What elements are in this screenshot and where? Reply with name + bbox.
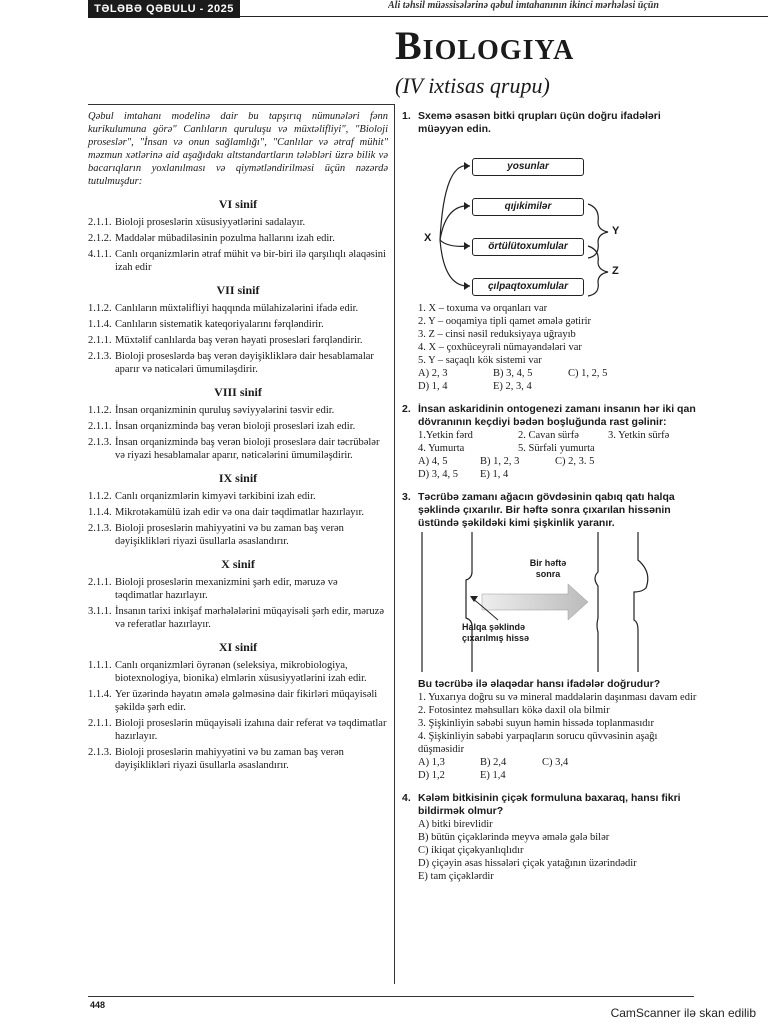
learning-outcome [88,334,388,347]
outcome-text: Canlıların müxtəlifliyi haqqında mülahizələrini ifadə edir. [115,303,359,314]
learning-outcome [88,688,388,714]
question-2 [402,403,702,481]
learning-outcome [88,232,388,245]
outcome-text: İnsan orqanizmində baş verən bioloji prosesləri izah edir. [115,421,356,432]
outcome-code: 1.1.2. [88,491,112,502]
outcome-text: Canlıların sistematik kateqoriyalarını fərqləndirir. [115,319,324,330]
outcome-code: 2.1.3. [88,351,112,362]
plant-groups-scheme [402,138,702,298]
option-item: 1.Yetkin fərd [418,430,473,441]
outcome-text: Bioloji proseslərin müqayisəli izahına dair referat və təqdimatlar hazırlayır. [115,718,387,742]
learning-outcome [88,490,388,503]
answer-option[interactable]: B) 1, 2, 3 [480,456,520,467]
outcome-text: Bioloji proseslərin xüsusiyyətlərini sadalayır. [115,217,306,228]
outcome-text: Bioloji proseslərin mexanizmini şərh edir, məruzə və təqdimatlar hazırlayır. [115,577,338,601]
option-row [418,442,702,455]
question-4-options [402,818,702,883]
box-algae: yosunlar [472,158,584,176]
intro-paragraph: Qəbul imtahanı modelinə dair bu tapşırıq nümunələri fənn kurikulumuna görə" Canlıların quruluşu və müxtəlifliyi", "Bioloji proseslər", "İnsan və onun sağlamlığı", "Canlılar və ətraf mühit" məzmun xətlərinə aid aşağıdakı altstandartların tələbləri üzrə bilik və bacarıqların yoxlanılması və qiymətləndirilməsi üçün nəzərdə tutulmuşdur: [88,111,388,187]
answer-option[interactable]: C) ikiqat çiçəkyanlıqlıdır [418,845,524,856]
answer-option[interactable]: D) 3, 4, 5 [418,469,458,480]
questions-column [402,110,702,893]
answer-option[interactable]: A) 2, 3 [418,368,448,379]
answer-row [418,380,702,393]
answer-option[interactable]: A) 1,3 [418,757,445,768]
learning-outcome [88,302,388,315]
grade-title: VII sinif [216,283,260,297]
answer-row [418,468,702,481]
learning-outcome [88,506,388,519]
answer-option[interactable]: D) 1, 4 [418,381,448,392]
outcome-code: 1.1.4. [88,319,112,330]
learning-outcome [88,248,388,274]
outcome-text: Yer üzərində həyatın əmələ gəlməsinə dair fikirləri müqayisəli şəkildə şərh edir. [115,689,378,713]
column-divider [394,104,395,984]
question-number: 2. [402,403,411,415]
learning-outcome [88,522,388,548]
answer-option[interactable]: D) 1,2 [418,770,445,781]
grade-title: IX sinif [218,471,258,485]
ring-label: Halqa şəklində çıxarılmış hissə [462,622,530,643]
statement-item: 2. Y – ooqamiya tipli qamet əmələ gətirir [418,316,592,327]
learning-outcome [88,420,388,433]
learning-outcome [88,576,388,602]
question-4-title [402,792,702,818]
outcome-code: 1.1.1. [88,660,112,671]
box-ferns: qıjıkimilər [472,198,584,216]
grade-title: X sinif [221,557,255,571]
page-subtitle: (IV ixtisas qrupu) [395,73,550,98]
answer-option[interactable]: C) 1, 2, 5 [568,368,608,379]
outcome-text: İnsan orqanizmində baş verən bioloji proseslərə dair təcrübələr və riyazi hesablamalar aparır, nəticələrini ümumiləşdirir. [115,437,380,461]
answer-row [418,756,702,769]
outcome-text: Bioloji proseslərin mahiyyətini və bu zaman baş verən dəyişiklikləri riyazi üsullarla əsaslandırır. [115,523,344,547]
outcome-text: Canlı orqanizmlərin kimyəvi tərkibini izah edir. [115,491,316,502]
outcome-text: Canlı orqanizmlərin ətraf mühit və bir-biri ilə qarşılıqlı əlaqəsini izah edir [115,249,386,273]
learning-outcome [88,350,388,376]
outcome-code: 2.1.3. [88,523,112,534]
header-rule [240,16,768,17]
box-gymnosperms: çılpaqtoxumlular [472,278,584,296]
question-2-title [402,403,702,429]
header-running-text: Ali təhsil müəssisələrinə qəbul imtahanının ikinci mərhələsi üçün [388,0,659,11]
outcome-code: 2.1.1. [88,421,112,432]
label-y: Y [612,225,620,237]
statement-item: 4. Şişkinliyin səbəbi yarpaqların sorucu qüvvəsinin aşağı düşməsidir [418,731,658,755]
outcome-text: Müxtəlif canlılarda baş verən həyati prosesləri fərqləndirir. [115,335,363,346]
outcome-code: 1.1.2. [88,405,112,416]
statement-item: 3. Z – cinsi nəsil reduksiyaya uğrayıb [418,329,576,340]
learning-outcome [88,216,388,229]
section-band: TƏLƏBƏ QƏBULU - 2025 [88,0,240,18]
question-3-statements [402,691,702,756]
footer-rule [88,996,694,997]
box-angiosperms: örtülütoxumlular [472,238,584,256]
outcome-code: 3.1.1. [88,606,112,617]
answer-option[interactable]: C) 2, 3. 5 [555,456,595,467]
learning-outcome [88,318,388,331]
question-4 [402,792,702,883]
outcome-code: 1.1.4. [88,689,112,700]
answer-row [418,367,702,380]
answer-option[interactable]: B) 2,4 [480,757,507,768]
option-item: 2. Cavan sürfə [518,430,579,441]
answer-option[interactable]: A) 4, 5 [418,456,448,467]
left-column-rule [88,104,394,105]
learning-outcome [88,436,388,462]
question-number: 4. [402,792,411,804]
outcome-code: 2.1.1. [88,217,112,228]
learning-outcome [88,605,388,631]
scanner-watermark: CamScanner ilə skan edilib [610,1006,756,1020]
statement-item: 2. Fotosintez məhsulları kökə daxil ola bilmir [418,705,610,716]
arrow-label: Bir həftə sonra [529,558,567,579]
outcome-code: 1.1.2. [88,303,112,314]
outcome-code: 2.1.1. [88,577,112,588]
label-z: Z [612,265,619,277]
question-3-title [402,491,702,530]
question-3 [402,491,702,782]
answer-option[interactable]: A) bitki birevlidir [418,819,493,830]
question-text: Sxemə əsasən bitki qrupları üçün doğru ifadələri müəyyən edin. [418,110,661,135]
tree-ring-experiment-figure [402,532,702,672]
answer-option[interactable]: E) tam çiçəklərdir [418,871,494,882]
outcome-code: 2.1.2. [88,233,112,244]
question-1-statements [402,302,702,367]
grade-title: VIII sinif [214,385,262,399]
statement-item: 4. X – çoxhüceyrəli nümayəndələri var [418,342,582,353]
answer-option[interactable]: C) 3,4 [542,757,569,768]
trunk-drawing [402,532,702,672]
statement-item: 5. Y – saçaqlı kök sistemi var [418,355,542,366]
label-x: X [424,232,432,244]
question-number: 1. [402,110,411,122]
outcome-text: Bioloji proseslərin mahiyyətini və bu zaman baş verən dəyişiklikləri riyazi üsullarla əsaslandırır. [115,747,344,771]
outcome-code: 2.1.3. [88,437,112,448]
outcome-code: 4.1.1. [88,249,112,260]
question-1-title [402,110,702,136]
outcome-code: 2.1.3. [88,747,112,758]
option-item: 5. Sürfəli yumurta [518,443,595,454]
page-number: 448 [90,1000,106,1010]
option-item: 3. Yetkin sürfə [608,430,670,441]
outcome-code: 2.1.1. [88,335,112,346]
question-number: 3. [402,491,411,503]
answer-option[interactable]: B) bütün çiçəklərində meyvə əmələ gələ bilər [418,832,610,843]
outcome-text: İnsan orqanizminin quruluş səviyyələrini təsvir edir. [115,405,335,416]
answer-option[interactable]: E) 2, 3, 4 [493,381,532,392]
outcome-code: 1.1.4. [88,507,112,518]
outcome-text: Maddələr mübadiləsinin pozulma hallarını izah edir. [115,233,335,244]
answer-option[interactable]: E) 1, 4 [480,469,509,480]
answer-row [418,455,702,468]
question-text: İnsan askaridinin ontogenezi zamanı insanın hər iki qan dövranının keçdiyi bədən boşluğunda rast gəlinir: [418,403,696,428]
grades-list [88,198,388,772]
answer-option[interactable]: B) 3, 4, 5 [493,368,533,379]
grade-title: XI sinif [218,640,258,654]
outcome-code: 2.1.1. [88,718,112,729]
option-row [418,429,702,442]
outcome-text: İnsanın tarixi inkişaf mərhələlərini müqayisəli şərh edir, məruzə və referatlar hazırlayır. [115,606,384,630]
outcome-text: Mikrotəkamülü izah edir və ona dair təqdimatlar hazırlayır. [115,507,364,518]
option-item: 4. Yumurta [418,443,465,454]
outcome-text: Bioloji proseslərdə baş verən dəyişikliklərə dair hesablamalar aparır və nəticələri ümumiləşdirir. [115,351,374,375]
learning-outcome [88,659,388,685]
outcome-text: Canlı orqanizmləri öyrənən (seleksiya, mikrobiologiya, biotexnologiya, bionika) elmlərin xüsusiyyətlərini izah edir. [115,660,367,684]
grade-title: VI sinif [218,197,258,211]
question-3-subquestion: Bu təcrübə ilə əlaqədar hansı ifadələr doğrudur? [418,678,661,690]
learning-outcome [88,717,388,743]
question-text: Təcrübə zamanı ağacın gövdəsinin qabıq qatı halqa şəklində çıxarılır. Bir həftə sonra çıxarılan hissənin üstündə şəkildəki kimi şişkinlik yaranır. [418,491,675,529]
learning-outcome [88,746,388,772]
statement-item: 1. Yuxarıya doğru su və mineral maddələrin daşınması davam edir [418,692,697,703]
answer-row [418,769,702,782]
page-title: Biologiya [395,23,575,68]
statement-item: 1. X – toxuma və orqanları var [418,303,548,314]
question-1 [402,110,702,393]
statement-item: 3. Şişkinliyin səbəbi suyun həmin hissədə toplanmasıdır [418,718,654,729]
learning-outcome [88,404,388,417]
answer-option[interactable]: D) çiçəyin əsas hissələri çiçək yatağının üzərindədir [418,858,637,869]
question-text: Kələm bitkisinin çiçək formuluna baxaraq, hansı fikri bildirmək olmur? [418,792,681,817]
curriculum-column [88,110,388,775]
answer-option[interactable]: E) 1,4 [480,770,506,781]
